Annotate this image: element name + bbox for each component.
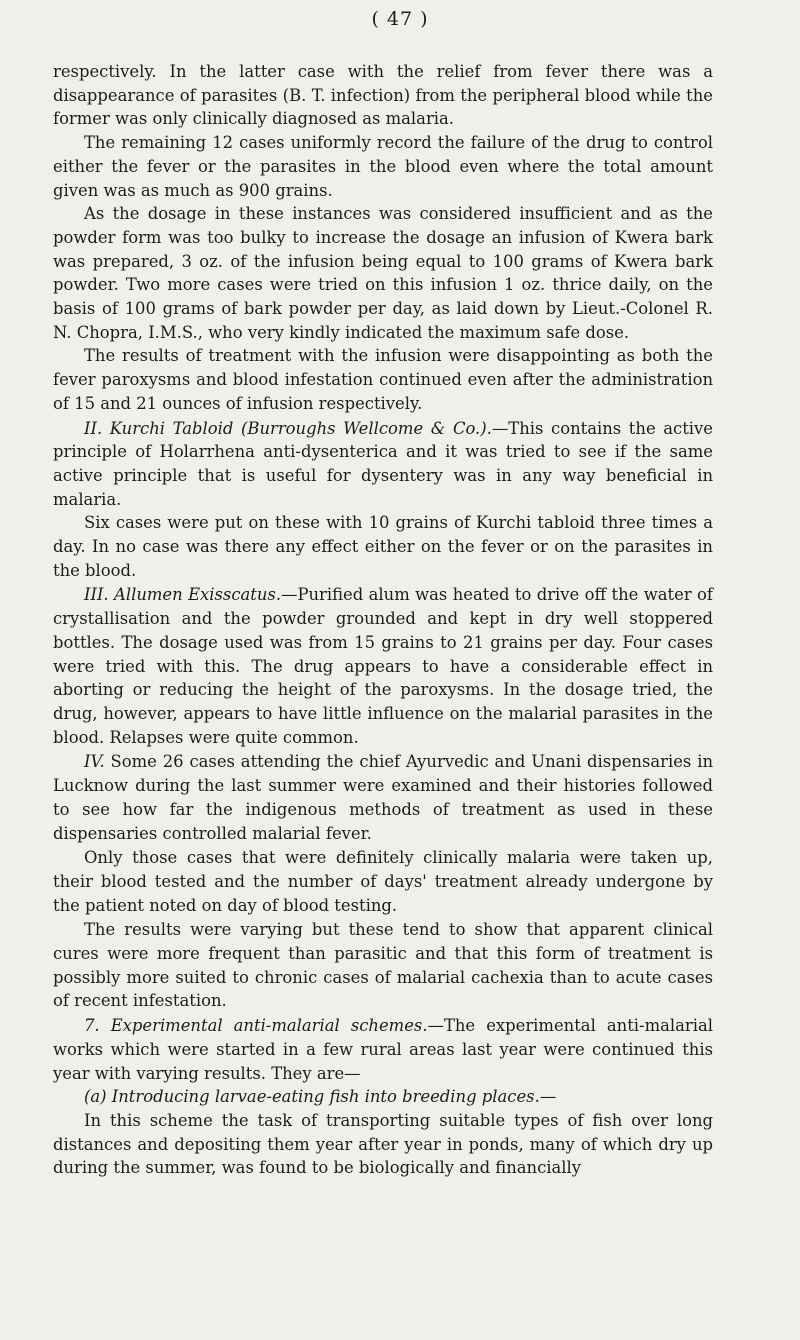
paragraph: The remaining 12 cases uniformly record the failure of the drug to control either the fever or the parasites in the blood even where the total amount given was as much as 900 grains. <box>53 133 713 200</box>
paragraph: As the dosage in these instances was considered insufficient and as the powder form was too bulky to increase the dosage an infusion of Kwera bark was prepared, 3 oz. of the infusion being equal to 100 grams of Kwera bark powder. Two more cases were tried on this infusion 1 oz. thrice daily, on the basis of 100 grams of bark powder per day, as laid down by Lieut.-Colonel R. N. Chopra, I.M.S., who very kindly indicated the maximum safe dose. <box>53 204 713 342</box>
paragraph-text: —Purified alum was heated to drive off the water of crystallisation and the powder grounded and kept in dry well stoppered bottles. The dosage used was from 15 grains to 21 grains per day. Four cases were tried with this. The drug appears to have a considerable effect in aborting or reducing the height of the paroxysms. In the dosage tried, the drug, however, appears to have little influence on the malarial parasites in the blood. Relapses were quite common. <box>53 585 713 747</box>
section-heading: 7. Experimental anti-malarial schemes. <box>84 1016 428 1036</box>
paragraph: Only those cases that were definitely clinically malaria were taken up, their blood tested and the number of days' treatment already undergone by the patient noted on day of blood testing. <box>53 848 713 915</box>
section-heading: II. Kurchi Tabloid (Burroughs Wellcome & Co.). <box>84 418 492 438</box>
body-text <box>53 60 713 1180</box>
paragraph-text: —The experimental anti-malarial works which were started in a few rural areas last year were continued this year with varying results. They are— <box>53 1016 713 1083</box>
paragraph: In this scheme the task of transporting suitable types of fish over long distances and depositing them year after year in ponds, many of which dry up during the summer, was found to be biologically and financially <box>53 1110 713 1178</box>
paragraph: The results of treatment with the infusion were disappointing as both the fever paroxysms and blood infestation continued even after the administration of 15 and 21 ounces of infusion respectively. <box>53 346 713 413</box>
paragraph-text: —This contains the active principle of Holarrhena anti-dysenterica and it was tried to see if the same active principle that is useful for dysentery was in any way beneficial in malaria. <box>53 418 713 509</box>
page-number: ( 47 ) <box>371 8 429 30</box>
paragraph: respectively. In the latter case with the relief from fever there was a disappearance of parasites (B. T. infection) from the peripheral blood while the former was only clinically diagnosed as malaria. <box>53 62 713 129</box>
paragraph-section-ii <box>53 417 713 512</box>
paragraph-section-a <box>53 1085 713 1109</box>
paragraph-text: — <box>539 1087 557 1107</box>
section-heading: IV. <box>84 752 105 772</box>
paragraph-section-7 <box>53 1014 713 1085</box>
section-heading: (a) Introducing larvae-eating fish into breeding places. <box>84 1087 540 1107</box>
paragraph-section-iii <box>53 583 713 749</box>
paragraph-section-iv <box>53 750 713 845</box>
section-heading: III. Allumen Exisscatus. <box>84 585 282 605</box>
paragraph-text: Some 26 cases attending the chief Ayurvedic and Unani dispensaries in Lucknow during the last summer were examined and their histories followed to see how far the indigenous methods of treatment as used in these dispensaries controlled malarial fever. <box>53 752 713 843</box>
paragraph: The results were varying but these tend to show that apparent clinical cures were more frequent than parasitic and that this form of treatment is possibly more suited to chronic cases of malarial cachexia than to acute cases of recent infestation. <box>53 920 713 1011</box>
paragraph: Six cases were put on these with 10 grains of Kurchi tabloid three times a day. In no case was there any effect either on the fever or on the parasites in the blood. <box>53 513 713 580</box>
